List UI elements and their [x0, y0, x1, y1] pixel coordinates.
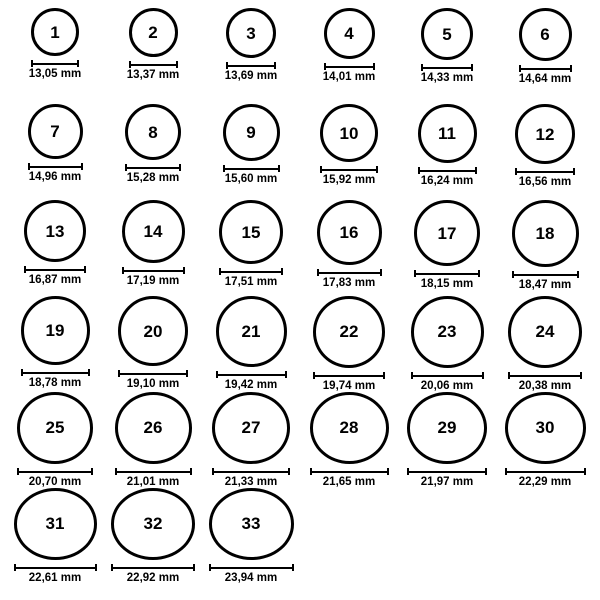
ring-dimension-bar-icon — [317, 269, 382, 276]
ring-circle — [223, 104, 280, 161]
ring-diameter-label: 18,15 mm — [420, 278, 474, 290]
ring-size-number: 17 — [437, 223, 457, 243]
ring-size-cell — [496, 296, 594, 392]
ring-circle — [212, 392, 290, 464]
ring-dimension-bar-icon — [111, 564, 195, 571]
ring-size-cell — [300, 296, 398, 392]
ring-measure — [24, 266, 86, 287]
ring-measure — [421, 64, 473, 85]
ring-measure — [519, 65, 572, 86]
ring-circle — [125, 104, 181, 160]
ring-dimension-line — [317, 272, 382, 274]
ring-dimension-line — [111, 567, 195, 569]
ring-size-cell — [398, 296, 496, 392]
ring-dimension-bar-icon — [212, 468, 290, 475]
ring-measure — [209, 564, 294, 585]
ring-dimension-line — [418, 170, 477, 172]
ring-dimension-line — [407, 471, 487, 473]
ring-dimension-bar-icon — [519, 65, 572, 72]
ring-measure — [14, 564, 97, 585]
ring-dimension-line — [31, 63, 79, 65]
ring-diameter-label: 14,64 mm — [518, 73, 572, 85]
ring-dimension-line — [21, 372, 90, 374]
ring-dimension-bar-icon — [14, 564, 97, 571]
ring-measure — [223, 165, 280, 186]
ring-measure — [414, 270, 480, 291]
ring-size-cell — [202, 488, 300, 584]
ring-measure — [127, 61, 179, 82]
ring-circle — [515, 104, 575, 164]
ring-measure — [512, 271, 579, 292]
ring-circle — [111, 488, 195, 560]
ring-circle — [17, 392, 93, 464]
ring-dimension-bar-icon — [17, 468, 93, 475]
ring-size-number: 14 — [143, 222, 163, 241]
ring-size-cell — [104, 296, 202, 392]
ring-size-number: 26 — [143, 418, 163, 438]
ring-diameter-label: 18,78 mm — [28, 377, 82, 389]
ring-dimension-bar-icon — [115, 468, 192, 475]
ring-diameter-label: 17,83 mm — [322, 277, 376, 289]
ring-size-cell — [104, 392, 202, 488]
ring-measure — [505, 468, 586, 489]
ring-circle — [407, 392, 487, 464]
ring-size-number: 18 — [535, 224, 555, 243]
ring-size-cell — [202, 104, 300, 200]
ring-size-number: 1 — [50, 22, 60, 42]
ring-diameter-label: 19,74 mm — [322, 379, 376, 392]
ring-size-number: 24 — [535, 322, 555, 342]
ring-dimension-line — [512, 274, 579, 276]
ring-dimension-line — [223, 168, 280, 170]
ring-size-number: 4 — [344, 24, 354, 43]
ring-dimension-line — [505, 471, 586, 473]
ring-circle — [317, 200, 382, 265]
ring-dimension-line — [125, 167, 181, 169]
ring-diameter-label: 16,56 mm — [518, 176, 572, 188]
ring-size-number: 5 — [442, 24, 452, 44]
ring-size-number: 19 — [45, 321, 65, 340]
ring-diameter-label: 21,33 mm — [224, 475, 278, 488]
ring-circle — [320, 104, 378, 162]
ring-measure — [125, 164, 181, 185]
ring-dimension-bar-icon — [320, 166, 378, 173]
ring-dimension-line — [313, 375, 385, 377]
ring-measure — [407, 468, 487, 489]
ring-size-number: 6 — [540, 25, 550, 44]
ring-diameter-label: 14,33 mm — [420, 72, 474, 84]
ring-dimension-bar-icon — [219, 268, 283, 275]
ring-size-cell — [300, 104, 398, 200]
ring-diameter-label: 22,29 mm — [518, 475, 572, 488]
ring-dimension-bar-icon — [421, 64, 473, 71]
ring-size-grid — [6, 8, 594, 584]
ring-size-cell — [6, 200, 104, 296]
ring-size-cell — [300, 392, 398, 488]
ring-size-cell — [398, 392, 496, 488]
ring-diameter-label: 20,70 mm — [28, 475, 82, 488]
ring-size-number: 13 — [45, 221, 65, 241]
ring-circle — [209, 488, 294, 560]
ring-size-number: 21 — [241, 322, 261, 341]
ring-size-cell — [496, 8, 594, 104]
ring-diameter-label: 21,01 mm — [126, 475, 180, 488]
ring-size-cell — [496, 104, 594, 200]
ring-dimension-bar-icon — [129, 61, 178, 68]
ring-dimension-bar-icon — [508, 372, 582, 379]
ring-size-cell — [104, 104, 202, 200]
ring-dimension-bar-icon — [310, 468, 389, 475]
ring-size-cell — [104, 488, 202, 584]
ring-dimension-bar-icon — [118, 370, 188, 377]
ring-circle — [122, 200, 185, 263]
ring-dimension-line — [14, 567, 97, 569]
ring-dimension-bar-icon — [505, 468, 586, 475]
ring-circle — [411, 296, 484, 368]
ring-circle — [226, 8, 276, 58]
ring-diameter-label: 15,28 mm — [126, 172, 180, 184]
ring-dimension-bar-icon — [125, 164, 181, 171]
ring-dimension-line — [508, 375, 582, 377]
ring-size-number: 25 — [45, 418, 65, 438]
ring-size-number: 10 — [339, 123, 359, 143]
ring-measure — [219, 268, 283, 289]
ring-diameter-label: 13,05 mm — [28, 68, 82, 80]
ring-dimension-bar-icon — [216, 371, 287, 378]
ring-circle — [21, 296, 90, 365]
ring-circle — [115, 392, 192, 464]
ring-diameter-label: 13,37 mm — [126, 69, 180, 81]
ring-dimension-bar-icon — [313, 372, 385, 379]
ring-measure — [323, 63, 375, 84]
ring-size-cell — [496, 200, 594, 296]
ring-size-cell — [398, 200, 496, 296]
ring-size-cell — [6, 488, 104, 584]
ring-dimension-line — [414, 273, 480, 275]
ring-size-number: 7 — [50, 122, 60, 141]
ring-diameter-label: 22,61 mm — [28, 571, 82, 584]
ring-size-cell — [6, 8, 104, 104]
ring-diameter-label: 16,24 mm — [420, 175, 474, 187]
ring-size-number: 31 — [45, 514, 65, 534]
ring-size-number: 20 — [143, 321, 163, 341]
ring-size-cell — [6, 296, 104, 392]
ring-circle — [505, 392, 586, 464]
ring-size-cell — [398, 104, 496, 200]
ring-size-number: 3 — [246, 23, 256, 43]
ring-measure — [418, 167, 477, 188]
ring-size-number: 30 — [535, 418, 555, 438]
ring-dimension-bar-icon — [324, 63, 375, 70]
ring-dimension-line — [28, 166, 83, 168]
ring-size-number: 32 — [143, 514, 163, 534]
ring-diameter-label: 20,38 mm — [518, 379, 572, 392]
ring-diameter-label: 17,19 mm — [126, 275, 180, 287]
ring-diameter-label: 17,51 mm — [224, 276, 278, 288]
ring-diameter-label: 20,06 mm — [420, 379, 474, 392]
ring-size-cell — [300, 8, 398, 104]
ring-measure — [225, 62, 277, 83]
ring-size-number: 11 — [438, 124, 456, 143]
ring-circle — [313, 296, 385, 368]
ring-size-number: 12 — [535, 124, 555, 144]
ring-dimension-bar-icon — [24, 266, 86, 273]
ring-circle — [24, 200, 86, 262]
ring-circle — [118, 296, 188, 366]
ring-measure — [313, 372, 385, 393]
ring-dimension-bar-icon — [31, 60, 79, 67]
ring-size-cell — [104, 8, 202, 104]
ring-measure — [122, 267, 185, 288]
ring-size-number: 9 — [246, 123, 256, 142]
ring-circle — [519, 8, 572, 61]
ring-measure — [411, 372, 484, 393]
ring-diameter-label: 21,65 mm — [322, 475, 376, 488]
ring-dimension-bar-icon — [28, 163, 83, 170]
ring-dimension-bar-icon — [411, 372, 484, 379]
ring-circle — [418, 104, 477, 163]
ring-measure — [508, 372, 582, 393]
ring-dimension-line — [115, 471, 192, 473]
ring-diameter-label: 15,60 mm — [224, 173, 278, 185]
ring-circle — [129, 8, 178, 57]
ring-measure — [115, 468, 192, 489]
ring-measure — [118, 370, 188, 391]
ring-measure — [212, 468, 290, 489]
ring-size-cell — [496, 392, 594, 488]
ring-dimension-line — [324, 66, 375, 68]
ring-dimension-bar-icon — [414, 270, 480, 277]
ring-size-number: 29 — [437, 418, 457, 438]
ring-size-cell — [202, 200, 300, 296]
ring-measure — [317, 269, 382, 290]
ring-size-cell — [6, 392, 104, 488]
ring-dimension-line — [17, 471, 93, 473]
ring-size-number: 22 — [339, 322, 359, 342]
ring-diameter-label: 21,97 mm — [420, 475, 474, 488]
ring-circle — [324, 8, 375, 59]
ring-dimension-line — [118, 373, 188, 375]
ring-circle — [28, 104, 83, 159]
ring-size-cell — [202, 8, 300, 104]
ring-circle — [31, 8, 79, 56]
ring-measure — [17, 468, 93, 489]
ring-circle — [14, 488, 97, 560]
ring-dimension-line — [24, 269, 86, 271]
ring-circle — [219, 200, 283, 264]
ring-diameter-label: 16,87 mm — [28, 274, 82, 286]
ring-diameter-label: 14,01 mm — [322, 71, 376, 83]
ring-measure — [320, 166, 378, 187]
ring-size-cell — [202, 392, 300, 488]
ring-measure — [216, 371, 287, 392]
ring-size-number: 16 — [339, 223, 359, 242]
ring-measure — [310, 468, 389, 489]
ring-dimension-line — [320, 169, 378, 171]
ring-circle — [414, 200, 480, 266]
ring-dimension-line — [310, 471, 389, 473]
ring-dimension-bar-icon — [512, 271, 579, 278]
ring-dimension-bar-icon — [515, 168, 575, 175]
ring-size-number: 28 — [339, 418, 359, 438]
ring-size-number: 27 — [241, 418, 261, 438]
ring-dimension-line — [212, 471, 290, 473]
ring-diameter-label: 23,94 mm — [224, 571, 278, 584]
ring-circle — [421, 8, 473, 60]
ring-dimension-line — [226, 65, 276, 67]
ring-dimension-bar-icon — [223, 165, 280, 172]
ring-size-number: 23 — [437, 322, 457, 342]
ring-size-cell — [398, 8, 496, 104]
ring-dimension-line — [216, 374, 287, 376]
ring-dimension-line — [515, 171, 575, 173]
ring-diameter-label: 18,47 mm — [518, 279, 572, 291]
ring-diameter-label: 19,10 mm — [126, 378, 180, 390]
ring-dimension-line — [421, 67, 473, 69]
ring-dimension-bar-icon — [122, 267, 185, 274]
ring-diameter-label: 13,69 mm — [224, 70, 278, 82]
ring-dimension-line — [411, 375, 484, 377]
ring-dimension-line — [122, 270, 185, 272]
ring-size-cell — [6, 104, 104, 200]
ring-dimension-line — [519, 68, 572, 70]
ring-dimension-line — [219, 271, 283, 273]
ring-circle — [508, 296, 582, 368]
ring-dimension-line — [129, 64, 178, 66]
ring-size-cell — [300, 200, 398, 296]
ring-circle — [216, 296, 287, 367]
ring-dimension-bar-icon — [418, 167, 477, 174]
ring-measure — [21, 369, 90, 390]
ring-size-number: 2 — [148, 23, 158, 42]
ring-diameter-label: 14,96 mm — [28, 171, 82, 183]
ring-dimension-bar-icon — [21, 369, 90, 376]
ring-dimension-bar-icon — [407, 468, 487, 475]
ring-circle — [310, 392, 389, 464]
ring-diameter-label: 19,42 mm — [224, 379, 278, 391]
ring-measure — [28, 163, 83, 184]
ring-size-number: 15 — [241, 222, 261, 242]
ring-size-number: 33 — [241, 514, 261, 534]
ring-size-cell — [202, 296, 300, 392]
ring-dimension-bar-icon — [209, 564, 294, 571]
ring-dimension-bar-icon — [226, 62, 276, 69]
ring-size-cell — [104, 200, 202, 296]
ring-diameter-label: 22,92 mm — [126, 571, 180, 584]
ring-measure — [111, 564, 195, 585]
ring-size-number: 8 — [148, 122, 158, 142]
ring-measure — [515, 168, 575, 189]
ring-measure — [29, 60, 81, 81]
ring-dimension-line — [209, 567, 294, 569]
ring-circle — [512, 200, 579, 267]
ring-diameter-label: 15,92 mm — [322, 174, 376, 186]
